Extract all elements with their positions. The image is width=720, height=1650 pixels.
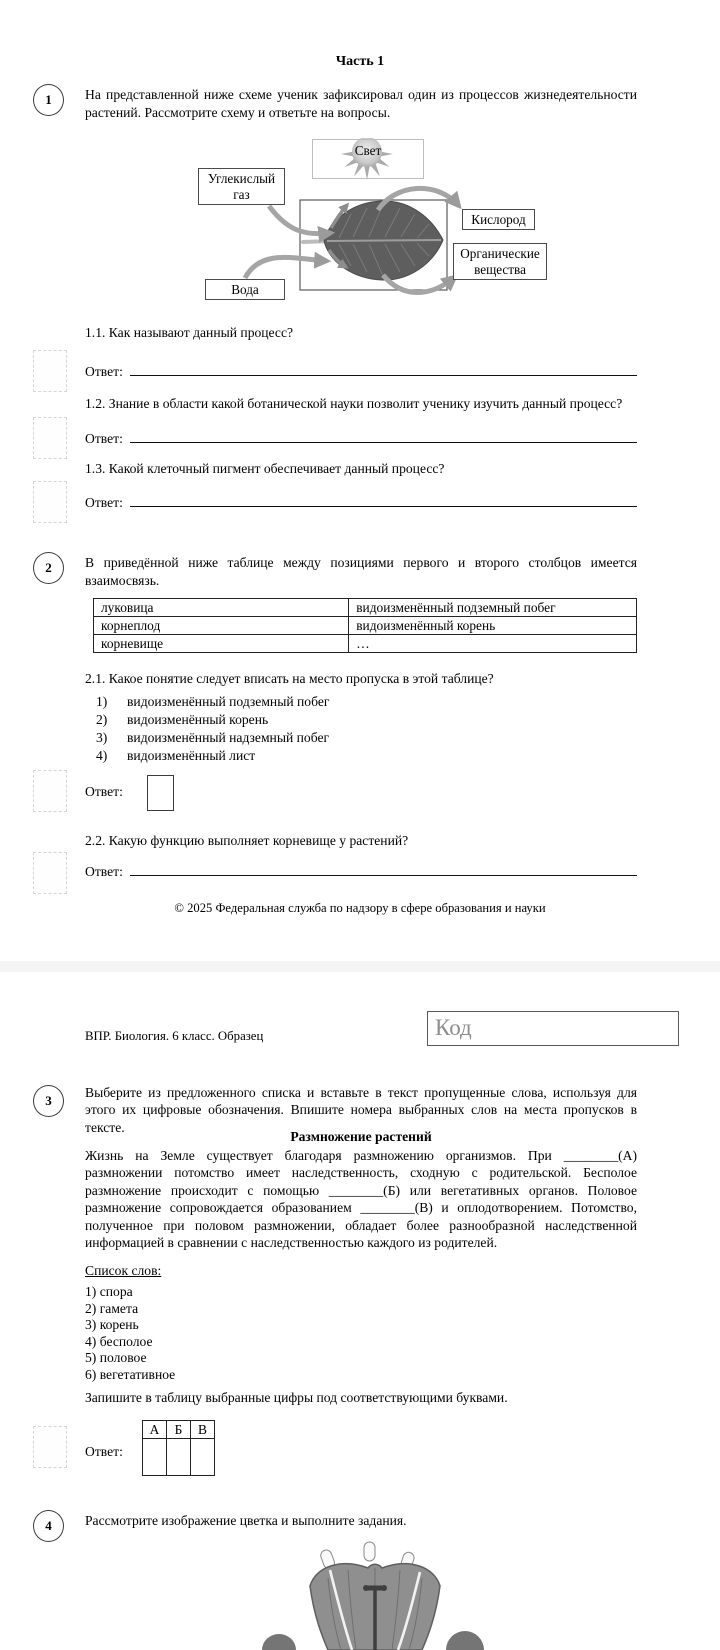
score-box-1-1	[33, 350, 67, 392]
photosynthesis-diagram	[85, 138, 637, 302]
question-1-number-label: 1	[45, 92, 52, 107]
answer-label: Ответ:	[85, 364, 123, 379]
oxygen-label: Кислород	[471, 211, 526, 227]
answer-row-2-2	[85, 861, 637, 880]
question-2-number-label: 2	[45, 560, 52, 575]
answer-label-3: Ответ:	[85, 1444, 123, 1459]
table-cell: корневище	[94, 635, 349, 653]
copyright-note: © 2025 Федеральная служба по надзору в сфере образования и науки	[174, 901, 546, 915]
word-item: 3) корень	[85, 1317, 139, 1332]
word-item: 2) гамета	[85, 1300, 139, 1316]
score-box-1-2	[33, 417, 67, 459]
answer-line-1-3[interactable]	[130, 492, 637, 507]
code-field[interactable]	[427, 1011, 679, 1046]
question-1-number	[33, 84, 64, 116]
table-cell: …	[349, 635, 637, 653]
organic-label: Органические вещества	[460, 246, 540, 277]
table-cell: видоизменённый корень	[349, 617, 637, 635]
option-text: видоизменённый корень	[127, 712, 269, 727]
letter-header: А	[143, 1421, 167, 1439]
light-label: Свет	[354, 143, 382, 158]
answer-line-1-2[interactable]	[130, 428, 637, 443]
word-item: 6) вегетативное	[85, 1366, 176, 1382]
option-1	[85, 693, 637, 711]
option-4	[85, 747, 637, 765]
word-list-label: Список слов:	[85, 1263, 162, 1278]
page2-header: ВПР. Биология. 6 класс. Образец	[85, 1029, 264, 1043]
answer-row-1-3	[85, 492, 637, 511]
answer-line-2-2[interactable]	[130, 861, 637, 876]
question-3-number-label: 3	[45, 1093, 52, 1108]
passage-text: Жизнь на Земле существует благодаря размножению организмов. При ________(А) размножении потомство имеет наследственность, сходную с родительской. Бесполое размножение происходит с помощью ________(Б) или вегетативных органов. Половое размножение сопровождается образованием ________(В) и оплодотворением. Потомство, полученное при половом размножении, обладает более разнообразной наследственной информацией в сравнении с наследственностью каждого из родителей.	[85, 1148, 637, 1251]
answer-row-1-2	[85, 428, 637, 447]
question-4-text: Рассмотрите изображение цветка и выполните задания.	[85, 1513, 407, 1528]
question-3-instruction: Запишите в таблицу выбранные цифры под соответствующими буквами.	[85, 1390, 508, 1405]
option-number: 3)	[96, 730, 108, 745]
flower-image	[280, 1538, 460, 1650]
answer-row-1-1	[85, 361, 637, 380]
score-box-2-2	[33, 852, 67, 894]
table-cell: видоизменённый подземный побег	[349, 599, 637, 617]
option-text: видоизменённый надземный побег	[127, 730, 330, 745]
organic-label-box	[453, 243, 547, 280]
question-3-number	[33, 1085, 64, 1117]
option-number: 4)	[96, 748, 108, 763]
option-text: видоизменённый подземный побег	[127, 694, 330, 709]
table-row	[94, 617, 637, 635]
answer-cell-a[interactable]	[143, 1439, 167, 1476]
answer-label: Ответ:	[85, 431, 123, 446]
passage-title: Размножение растений	[290, 1129, 432, 1144]
option-number: 2)	[96, 712, 108, 727]
co2-label-box	[198, 168, 285, 205]
options-list	[85, 693, 637, 765]
question-1-2: 1.2. Знание в области какой ботанической науки позволит ученику изучить данный процесс?	[85, 396, 623, 411]
answer-cell-b[interactable]	[167, 1439, 191, 1476]
question-1-text: На представленной ниже схеме ученик зафиксировал один из процессов жизнедеятельности растений. Рассмотрите схему и ответьте на вопросы.	[85, 87, 637, 120]
answer-label-2-1: Ответ:	[85, 784, 123, 799]
answer-line-1-1[interactable]	[130, 361, 637, 376]
question-2-number	[33, 552, 64, 584]
question-2-2: 2.2. Какую функцию выполняет корневище у растений?	[85, 833, 409, 848]
word-item: 1) спора	[85, 1284, 133, 1299]
part-title: Часть 1	[335, 54, 385, 69]
option-number: 1)	[96, 694, 108, 709]
table-row	[94, 599, 637, 617]
letter-header: В	[191, 1421, 215, 1439]
word-item: 4) бесполое	[85, 1333, 153, 1349]
question-3-text: Выберите из предложенного списка и вставьте в текст пропущенные слова, используя для этого их цифровые обозначения. Впишите номера выбранных слов на места пропусков в тексте.	[85, 1085, 637, 1135]
water-label-box	[205, 279, 285, 300]
letters-header-row	[143, 1421, 215, 1439]
letters-answer-row	[143, 1439, 215, 1476]
word-item: 5) половое	[85, 1350, 147, 1365]
option-2	[85, 711, 637, 729]
question-2-text: В приведённой ниже таблице между позициями первого и второго столбцов имеется взаимосвязь.	[85, 555, 637, 588]
table-row	[94, 635, 637, 653]
code-field-label: Код	[435, 1015, 472, 1040]
answer-cell-v[interactable]	[191, 1439, 215, 1476]
table-cell: корнеплод	[94, 617, 349, 635]
score-box-1-3	[33, 481, 67, 523]
table-cell: луковица	[94, 599, 349, 617]
co2-label: Углекислый газ	[207, 171, 276, 202]
option-text: видоизменённый лист	[127, 748, 256, 763]
option-3	[85, 729, 637, 747]
question-1-1: 1.1. Как называют данный процесс?	[85, 325, 294, 340]
letters-answer-table	[142, 1420, 215, 1476]
relation-table	[93, 598, 637, 653]
question-2-1: 2.1. Какое понятие следует вписать на место пропуска в этой таблице?	[85, 671, 494, 686]
oxygen-label-box	[462, 209, 535, 230]
water-label: Вода	[231, 281, 259, 297]
page-divider	[0, 961, 720, 972]
answer-label: Ответ:	[85, 495, 123, 510]
letter-header: Б	[167, 1421, 191, 1439]
score-box-2-1	[33, 770, 67, 812]
question-4-number-label: 4	[45, 1518, 52, 1533]
answer-label: Ответ:	[85, 864, 123, 879]
score-box-3	[33, 1426, 67, 1468]
light-label-box	[312, 139, 424, 179]
word-list	[85, 1284, 175, 1383]
answer-box-2-1[interactable]	[147, 775, 174, 811]
question-4-number	[33, 1510, 64, 1542]
question-1-3: 1.3. Какой клеточный пигмент обеспечивает данный процесс?	[85, 461, 445, 476]
